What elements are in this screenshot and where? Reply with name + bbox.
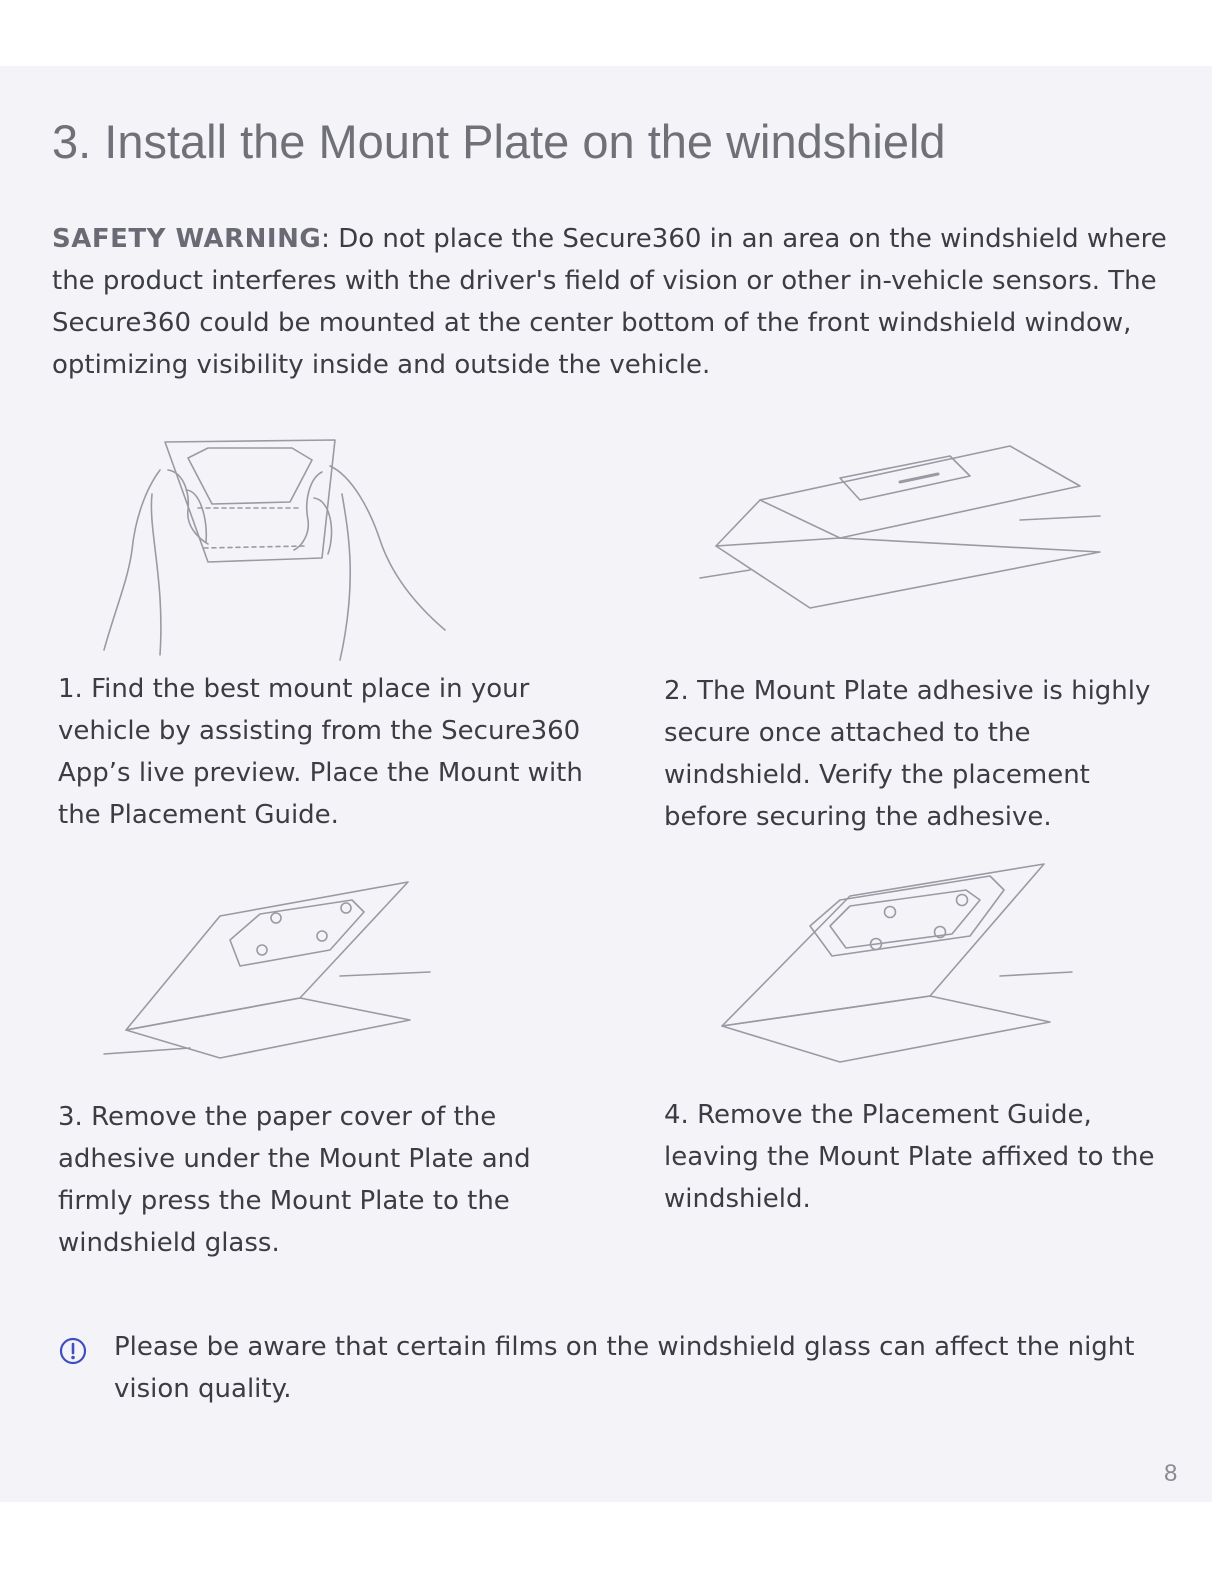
step-2-text: 2. The Mount Plate adhesive is highly secure once attached to the windshield. Verify the placement before securing the adhesive. [664,676,1151,832]
note-text: Please be aware that certain films on the windshield glass can affect the night vision quality. [114,1332,1135,1404]
page-title: 3. Install the Mount Plate on the windshield [52,115,946,168]
illustration-remove-placement-guide [700,856,1080,1076]
safety-warning-label: SAFETY WARNING [52,224,322,254]
step-4-text: 4. Remove the Placement Guide, leaving the Mount Plate affixed to the windshield. [664,1100,1155,1214]
illustration-mount-plate-glass [690,430,1110,630]
step-3-text: 3. Remove the paper cover of the adhesive under the Mount Plate and firmly press the Mount Plate to the windshield glass. [58,1102,531,1258]
page-number: 8 [1164,1460,1178,1487]
safety-warning-text: : Do not place the Secure360 in an area on the windshield where the product interferes with the driver's field of vision or other in-vehicle sensors. The Secure360 could be mounted at the center bottom of the front windshield window, optimizing visibility inside and outside the vehicle. [52,224,1167,380]
info-circle-icon [58,1336,88,1371]
illustration-remove-paper-cover [90,870,450,1070]
illustration-hands-placement-guide [90,430,470,670]
step-1-text: 1. Find the best mount place in your vehicle by assisting from the Secure360 App’s live preview. Place the Mount with the Placement Guide. [58,674,583,830]
safety-warning [52,218,1172,386]
